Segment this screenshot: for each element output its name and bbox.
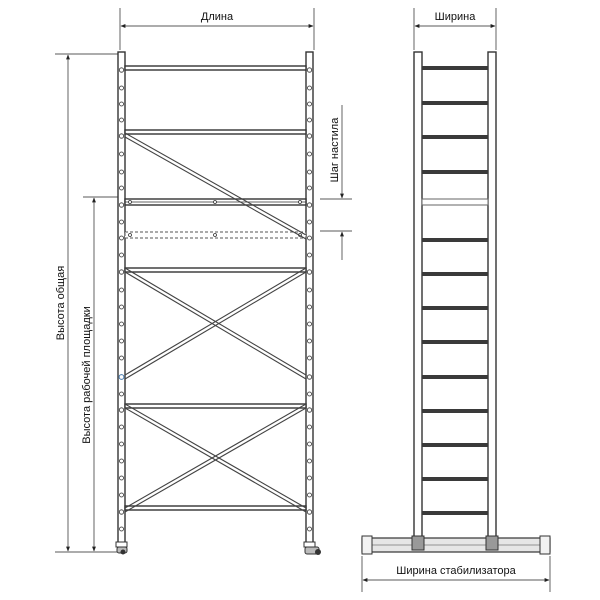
stabilizer-width-label: Ширина стабилизатора xyxy=(396,565,516,577)
front-uprights xyxy=(118,52,313,544)
width-dimension xyxy=(414,8,496,50)
front-view xyxy=(55,8,352,555)
work-height-dimension xyxy=(81,197,118,551)
deck-step-dimension xyxy=(320,105,352,260)
front-casters xyxy=(116,542,321,555)
stabilizer-beam xyxy=(362,536,550,554)
front-braces xyxy=(125,133,306,512)
length-label: Длина xyxy=(200,11,234,23)
side-ladder-rungs xyxy=(422,66,488,515)
total-height-label: Высота общая xyxy=(55,265,67,341)
side-view xyxy=(362,8,550,592)
stabilizer-width-dimension xyxy=(362,556,550,592)
width-label: Ширина xyxy=(434,11,476,23)
deck-step-label: Шаг настила xyxy=(329,117,341,183)
side-uprights xyxy=(414,52,496,542)
work-height-label: Высота рабочей площадки xyxy=(81,306,93,444)
upright-holes xyxy=(119,68,312,531)
total-height-dimension xyxy=(55,54,118,552)
length-dimension xyxy=(120,8,314,50)
